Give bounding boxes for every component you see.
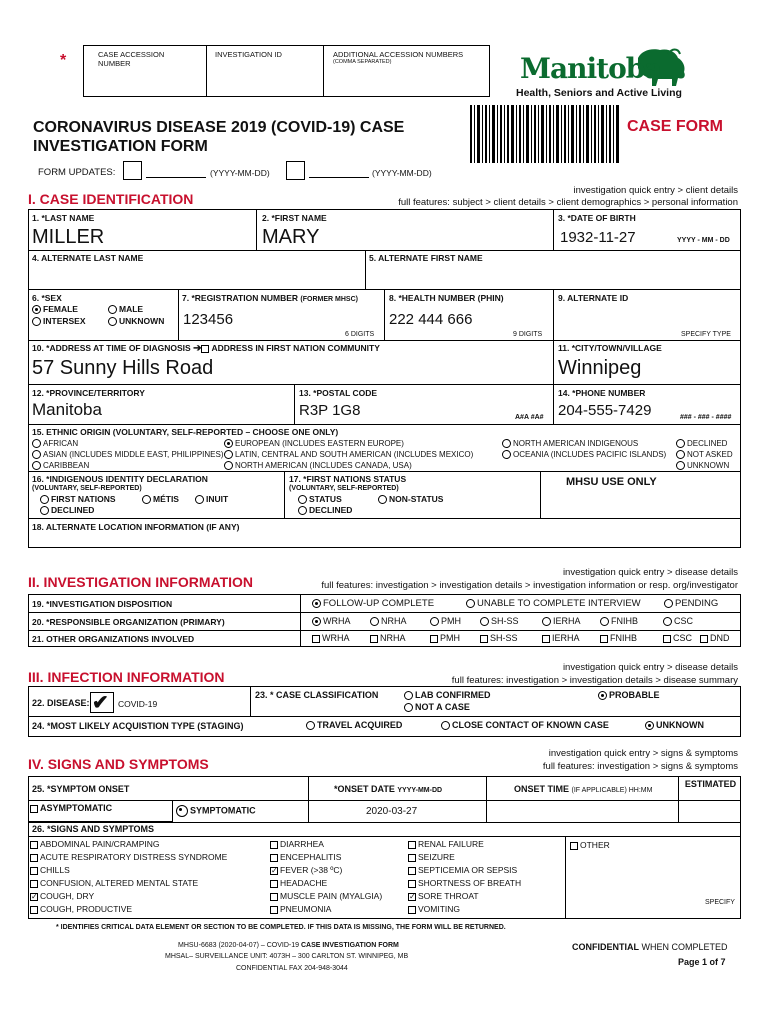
sex-male[interactable]: MALE xyxy=(108,304,143,314)
symptom-col2-item-0[interactable]: DIARRHEA xyxy=(270,839,324,849)
ethnic-origin-label: 15. ETHNIC ORIGIN (VOLUNTARY, SELF-REPORTED – CHOOSE ONE ONLY) xyxy=(32,427,339,437)
s3-quick-entry: investigation quick entry > disease details xyxy=(562,662,738,673)
symptom-col1-item-3[interactable]: CONFUSION, ALTERED MENTAL STATE xyxy=(30,878,198,888)
critical-note: * IDENTIFIES CRITICAL DATA ELEMENT OR SECTION TO BE COMPLETED. IF THIS DATA IS MISSING, THE FORM WILL BE RETURNED. xyxy=(56,924,506,931)
first-name-label: 2. *FIRST NAME xyxy=(262,213,327,223)
additional-accession-sub: (COMMA SEPARATED) xyxy=(333,59,392,65)
other-csc[interactable]: CSC xyxy=(663,633,692,643)
eth-african[interactable]: AFRICAN xyxy=(32,439,78,448)
checkbox xyxy=(408,841,416,849)
specify-type-hint: SPECIFY TYPE xyxy=(681,331,731,338)
dob-value[interactable]: 1932-11-27 xyxy=(560,229,636,246)
last-name-value[interactable]: MILLER xyxy=(32,226,105,248)
eth-latin[interactable]: LATIN, CENTRAL AND SOUTH AMERICAN (INCLUDES MEXICO) xyxy=(224,450,473,459)
section-case-identification: I. CASE IDENTIFICATION xyxy=(28,191,194,207)
resp-sh-ss[interactable]: SH-SS xyxy=(480,616,519,626)
resp-fnihb[interactable]: FNIHB xyxy=(600,616,638,626)
symptom-col3-item-3[interactable]: SHORTNESS OF BREATH xyxy=(408,878,521,888)
symptom-col3-item-5[interactable]: VOMITING xyxy=(408,904,460,914)
disease-label: 22. DISEASE: xyxy=(32,698,90,708)
section-signs-symptoms: IV. SIGNS AND SYMPTOMS xyxy=(28,756,209,772)
checkbox xyxy=(30,854,38,862)
indig-declined[interactable]: DECLINED xyxy=(40,505,94,515)
acq-unknown[interactable]: UNKNOWN xyxy=(645,720,704,730)
resp-nrha[interactable]: NRHA xyxy=(370,616,407,626)
sex-intersex[interactable]: INTERSEX xyxy=(32,316,86,326)
responsible-org-label: 20. *RESPONSIBLE ORGANIZATION (PRIMARY) xyxy=(32,617,225,627)
checkbox xyxy=(270,880,278,888)
s2-quick-entry: investigation quick entry > disease details xyxy=(562,567,738,578)
checkbox xyxy=(408,854,416,862)
checkbox xyxy=(30,906,38,914)
symptom-col3-item-4[interactable]: ✓ SORE THROAT xyxy=(409,891,479,901)
confidential-notice: CONFIDENTIAL WHEN COMPLETED xyxy=(572,942,728,952)
first-nations-status-sub: (VOLUNTARY, SELF-REPORTED) xyxy=(289,485,399,492)
page-number: Page 1 of 7 xyxy=(678,957,726,967)
additional-accession-label: ADDITIONAL ACCESSION NUMBERS xyxy=(333,50,464,59)
alt-first-name-label: 5. ALTERNATE FIRST NAME xyxy=(369,253,483,263)
city-value[interactable]: Winnipeg xyxy=(558,357,642,379)
other-wrha[interactable]: WRHA xyxy=(312,633,350,643)
signs-symptoms-label: 26. *SIGNS AND SYMPTOMS xyxy=(32,824,155,834)
critical-star: * xyxy=(60,52,67,69)
eth-north-american-indigenous[interactable]: NORTH AMERICAN INDIGENOUS xyxy=(502,439,638,448)
phin-digits: 9 DIGITS xyxy=(513,331,543,338)
s3-full-features: full features: investigation > investigation details > disease summary xyxy=(451,675,738,686)
other-dnd[interactable]: DND xyxy=(700,633,730,643)
eth-north-american[interactable]: NORTH AMERICAN (INCLUDES CANADA, USA) xyxy=(224,461,412,470)
checkbox xyxy=(30,841,38,849)
symptom-col2-item-5[interactable]: PNEUMONIA xyxy=(270,904,331,914)
address-value[interactable]: 57 Sunny Hills Road xyxy=(32,357,214,379)
case-accession-input[interactable] xyxy=(88,74,204,94)
form-title: CORONAVIRUS DISEASE 2019 (COVID-19) CASE INVESTIGATION FORM xyxy=(33,119,405,155)
investigation-id-input[interactable] xyxy=(212,74,322,94)
form-updates-label: FORM UPDATES: xyxy=(38,167,116,178)
registration-value[interactable]: 123456 xyxy=(183,311,234,328)
symptom-col2-item-2[interactable]: ✓ FEVER (>38 ºC) xyxy=(271,865,343,875)
other-pmh[interactable]: PMH xyxy=(430,633,460,643)
last-name-label: 1. *LAST NAME xyxy=(32,213,95,223)
disp-unable-to-complete[interactable]: UNABLE TO COMPLETE INTERVIEW xyxy=(466,598,641,609)
investigation-id-label: INVESTIGATION ID xyxy=(215,50,282,59)
first-nations-status-label: 17. *FIRST NATIONS STATUS xyxy=(289,474,407,484)
sex-female[interactable]: FEMALE xyxy=(32,304,78,314)
confidential-fax: CONFIDENTIAL FAX 204-948-3044 xyxy=(236,965,348,972)
checkbox xyxy=(270,906,278,914)
eth-unknown[interactable]: UNKNOWN xyxy=(676,461,729,470)
symptom-col1-item-5[interactable]: COUGH, PRODUCTIVE xyxy=(30,904,132,914)
checkbox xyxy=(408,880,416,888)
case-accession-label: CASE ACCESSION NUMBER xyxy=(98,50,165,68)
ministry-name: Health, Seniors and Active Living xyxy=(516,87,682,99)
indig-first-nations[interactable]: FIRST NATIONS xyxy=(40,494,116,504)
sex-label: 6. *SEX xyxy=(32,293,62,303)
form-update-check-2[interactable] xyxy=(286,161,305,180)
symptom-col3-item-1[interactable]: SEIZURE xyxy=(408,852,455,862)
symptom-col3-item-0[interactable]: RENAL FAILURE xyxy=(408,839,484,849)
check-mark-icon: ✔ xyxy=(92,692,109,714)
fn-status[interactable]: STATUS xyxy=(298,494,342,504)
class-probable[interactable]: PROBABLE xyxy=(598,690,660,700)
eth-asian[interactable]: ASIAN (INCLUDES MIDDLE EAST, PHILIPPINES) xyxy=(32,450,224,459)
address-label: 10. *ADDRESS AT TIME OF DIAGNOSIS ➔ ADDRESS IN FIRST NATION COMMUNITY xyxy=(32,343,380,354)
acquisition-type-label: 24. *MOST LIKELY ACQUISTION TYPE (STAGING) xyxy=(32,721,244,731)
barcode xyxy=(470,105,620,163)
fn-non-status[interactable]: NON-STATUS xyxy=(378,494,443,504)
other-fnihb[interactable]: FNIHB xyxy=(600,633,637,643)
checkbox xyxy=(270,854,278,862)
alternate-location-label: 18. ALTERNATE LOCATION INFORMATION (IF ANY) xyxy=(32,522,240,532)
case-classification-label: 23. * CASE CLASSIFICATION xyxy=(255,690,379,700)
symptom-col1-item-1[interactable]: ACUTE RESPIRATORY DISTRESS SYNDROME xyxy=(30,852,227,862)
other-ierha[interactable]: IERHA xyxy=(542,633,580,643)
s1-full-features: full features: subject > client details > client demographics > personal information xyxy=(398,197,738,208)
symptom-col1-item-4[interactable]: ✓ COUGH, DRY xyxy=(31,891,95,901)
mhsu-use-only: MHSU USE ONLY xyxy=(566,476,657,488)
manitoba-wordmark: Manitoba xyxy=(520,52,662,85)
phone-value[interactable]: 204-555-7429 xyxy=(558,402,652,419)
form-update-date-hint-1: (YYYY-MM-DD) xyxy=(210,168,270,178)
asymptomatic-label: ASYMPTOMATIC xyxy=(30,803,112,813)
form-update-date-hint-2: (YYYY-MM-DD) xyxy=(372,168,432,178)
class-lab-confirmed[interactable]: LAB CONFIRMED xyxy=(404,690,491,700)
s4-full-features: full features: investigation > signs & symptoms xyxy=(542,761,738,772)
sex-unknown[interactable]: UNKNOWN xyxy=(108,316,164,326)
form-update-check-1[interactable] xyxy=(123,161,142,180)
checkbox: ✓ xyxy=(31,891,38,901)
section-infection-information: III. INFECTION INFORMATION xyxy=(28,669,225,685)
indig-metis[interactable]: MÉTIS xyxy=(142,494,179,504)
disposition-label: 19. *INVESTIGATION DISPOSITION xyxy=(32,599,173,609)
additional-accession-input[interactable] xyxy=(330,74,489,94)
symptom-other[interactable]: OTHER xyxy=(570,840,610,850)
province-label: 12. *PROVINCE/TERRITORY xyxy=(32,388,145,398)
resp-csc[interactable]: CSC xyxy=(663,616,693,626)
case-form-heading: CASE FORM xyxy=(627,118,723,135)
postal-format-hint: A#A #A# xyxy=(515,414,544,421)
postal-code-label: 13. *POSTAL CODE xyxy=(299,388,378,398)
symptom-col2-item-1[interactable]: ENCEPHALITIS xyxy=(270,852,341,862)
s1-quick-entry: investigation quick entry > client details xyxy=(573,185,738,196)
province-value[interactable]: Manitoba xyxy=(32,400,102,419)
acq-travel[interactable]: TRAVEL ACQUIRED xyxy=(306,720,402,730)
surveillance-unit: MHSAL– SURVEILLANCE UNIT: 4073H – 300 CARLTON ST. WINNIPEG, MB xyxy=(165,953,409,960)
disp-follow-up-complete[interactable]: FOLLOW-UP COMPLETE xyxy=(312,598,434,609)
symptom-col3-item-2[interactable]: SEPTICEMIA OR SEPSIS xyxy=(408,865,517,875)
postal-code-value[interactable]: R3P 1G8 xyxy=(299,402,361,419)
other-orgs-label: 21. OTHER ORGANIZATIONS INVOLVED xyxy=(32,634,195,644)
acq-close-contact[interactable]: CLOSE CONTACT OF KNOWN CASE xyxy=(441,720,609,730)
phone-format-hint: ### - ### - #### xyxy=(680,414,732,421)
symptom-col2-item-3[interactable]: HEADACHE xyxy=(270,878,327,888)
symptom-col1-item-2[interactable]: CHILLS xyxy=(30,865,70,875)
class-not-a-case[interactable]: NOT A CASE xyxy=(404,702,470,712)
onset-date-label: *ONSET DATE YYYY-MM-DD xyxy=(334,784,443,794)
registration-label: 7. *REGISTRATION NUMBER (FORMER MHSC) xyxy=(182,293,358,303)
phone-label: 14. *PHONE NUMBER xyxy=(558,388,646,398)
onset-time-label: ONSET TIME (IF APPLICABLE) HH:MM xyxy=(514,784,653,794)
dob-format-hint: YYYY - MM - DD xyxy=(677,237,730,244)
indigenous-label: 16. *INDIGENOUS IDENTITY DECLARATION xyxy=(32,474,208,484)
other-sh-ss[interactable]: SH-SS xyxy=(480,633,518,643)
phin-label: 8. *HEALTH NUMBER (PHIN) xyxy=(389,293,504,303)
checkbox xyxy=(408,906,416,914)
phin-value[interactable]: 222 444 666 xyxy=(389,311,473,328)
specify-hint: SPECIFY xyxy=(705,899,735,906)
symptom-col1-item-0[interactable]: ABDOMINAL PAIN/CRAMPING xyxy=(30,839,160,849)
alternate-id-label: 9. ALTERNATE ID xyxy=(558,293,629,303)
checkbox: ✓ xyxy=(409,891,416,901)
checkbox xyxy=(270,893,278,901)
disease-value: COVID-19 xyxy=(118,699,158,709)
section-investigation-information: II. INVESTIGATION INFORMATION xyxy=(28,574,254,590)
s4-quick-entry: investigation quick entry > signs & symptoms xyxy=(548,748,738,759)
eth-oceania[interactable]: OCEANIA (INCLUDES PACIFIC ISLANDS) xyxy=(502,450,666,459)
first-name-value[interactable]: MARY xyxy=(262,226,320,248)
other-nrha[interactable]: NRHA xyxy=(370,633,406,643)
resp-pmh[interactable]: PMH xyxy=(430,616,461,626)
checkbox xyxy=(408,867,416,875)
resp-wrha[interactable]: WRHA xyxy=(312,616,351,626)
eth-european[interactable]: EUROPEAN (INCLUDES EASTERN EUROPE) xyxy=(224,439,404,448)
symptom-col2-item-4[interactable]: MUSCLE PAIN (MYALGIA) xyxy=(270,891,382,901)
eth-caribbean[interactable]: CARIBBEAN xyxy=(32,461,89,470)
checkbox xyxy=(30,867,38,875)
fn-declined[interactable]: DECLINED xyxy=(298,505,352,515)
disp-pending[interactable]: PENDING xyxy=(664,598,718,609)
symptom-onset-label: 25. *SYMPTOM ONSET xyxy=(32,784,130,794)
onset-date-value[interactable]: 2020-03-27 xyxy=(366,806,418,817)
s2-full-features: full features: investigation > investigation details > investigation information or resp. org/investigator xyxy=(321,580,738,591)
checkbox xyxy=(30,880,38,888)
indig-inuit[interactable]: INUIT xyxy=(195,494,228,504)
city-label: 11. *CITY/TOWN/VILLAGE xyxy=(558,343,662,353)
registration-digits: 6 DIGITS xyxy=(345,331,375,338)
form-number: MHSU-6683 (2020-04-07) – COVID-19 CASE INVESTIGATION FORM xyxy=(178,942,399,949)
resp-ierha[interactable]: IERHA xyxy=(542,616,581,626)
eth-declined[interactable]: DECLINED xyxy=(676,439,727,448)
estimated-label: ESTIMATED xyxy=(684,779,737,789)
checkbox: ✓ xyxy=(271,865,278,875)
eth-not-asked[interactable]: NOT ASKED xyxy=(676,450,733,459)
dob-label: 3. *DATE OF BIRTH xyxy=(558,213,636,223)
alt-last-name-label: 4. ALTERNATE LAST NAME xyxy=(32,253,144,263)
symptomatic-option[interactable]: SYMPTOMATIC xyxy=(176,805,256,817)
indigenous-sub: (VOLUNTARY, SELF-REPORTED) xyxy=(32,485,142,492)
checkbox xyxy=(270,841,278,849)
